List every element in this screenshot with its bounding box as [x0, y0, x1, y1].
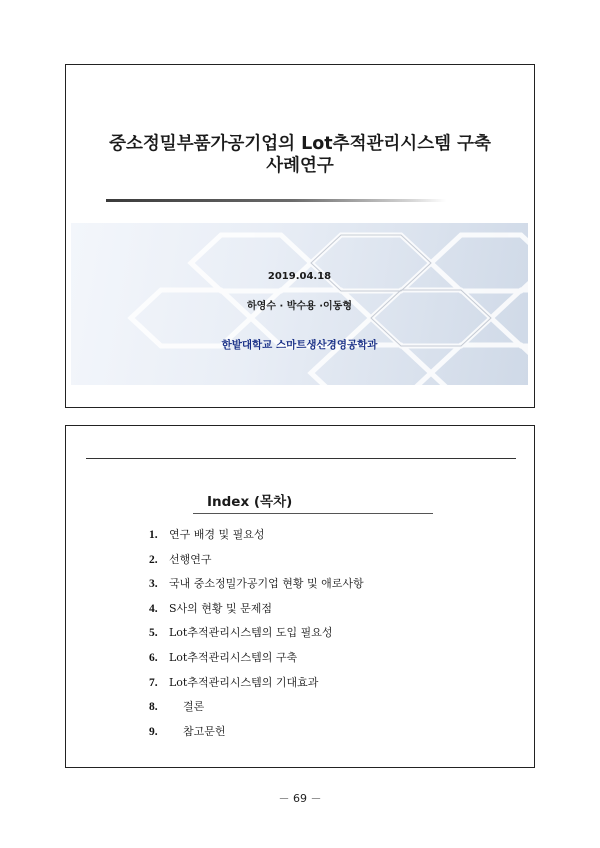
presentation-date: 2019.04.18	[267, 271, 332, 282]
hexagon-banner	[71, 223, 528, 385]
toc-item	[149, 671, 364, 696]
toc-item-label: 결론	[183, 700, 205, 714]
toc-item	[149, 597, 364, 622]
header-divider	[86, 458, 516, 459]
toc-item-number: 8.	[149, 701, 158, 714]
toc-item-number: 2.	[149, 553, 158, 566]
toc-item-number: 5.	[149, 627, 158, 640]
toc-item-label: 연구 배경 및 필요성	[169, 528, 265, 541]
toc-item-number: 7.	[149, 676, 158, 689]
toc-item-label: 참고문헌	[183, 724, 226, 738]
title-divider	[106, 199, 446, 202]
toc-item	[149, 548, 364, 573]
toc-item-label: S사의 현황 및 문제점	[169, 601, 273, 615]
index-slide	[65, 425, 535, 768]
toc-item-label: Lot추적관리시스템의 도입 필요성	[169, 626, 333, 640]
toc-item	[149, 572, 364, 597]
title-line-2: 사례연구	[266, 156, 334, 176]
author-list: 하영수 · 박수용 ·이동형	[247, 301, 352, 312]
toc-item-number: 9.	[149, 725, 158, 738]
affiliation: 한밭대학교 스마트생산경영공학과	[221, 339, 378, 351]
index-title-underline	[193, 513, 433, 514]
toc-item	[149, 646, 364, 671]
toc-item-label: Lot추적관리시스템의 구축	[169, 650, 298, 664]
toc-item-label: Lot추적관리시스템의 기대효과	[169, 675, 319, 689]
toc-item-number: 1.	[149, 529, 158, 541]
toc-item-label: 선행연구	[169, 552, 212, 566]
toc-item-number: 3.	[149, 578, 158, 591]
title-slide	[65, 64, 535, 408]
table-of-contents	[149, 523, 364, 744]
toc-item-number: 4.	[149, 602, 158, 615]
toc-item	[149, 695, 364, 720]
title-line-1: 중소정밀부품가공기업의 Lot추적관리시스템 구축	[109, 134, 491, 154]
toc-item-label: 국내 중소정밀가공기업 현황 및 애로사항	[169, 577, 364, 591]
toc-item	[149, 523, 364, 548]
toc-item	[149, 720, 364, 745]
index-title: Index (목차)	[207, 494, 293, 510]
page-number: － 69 －	[278, 792, 322, 805]
presentation-title	[66, 133, 534, 177]
toc-item-number: 6.	[149, 651, 158, 664]
toc-item	[149, 621, 364, 646]
